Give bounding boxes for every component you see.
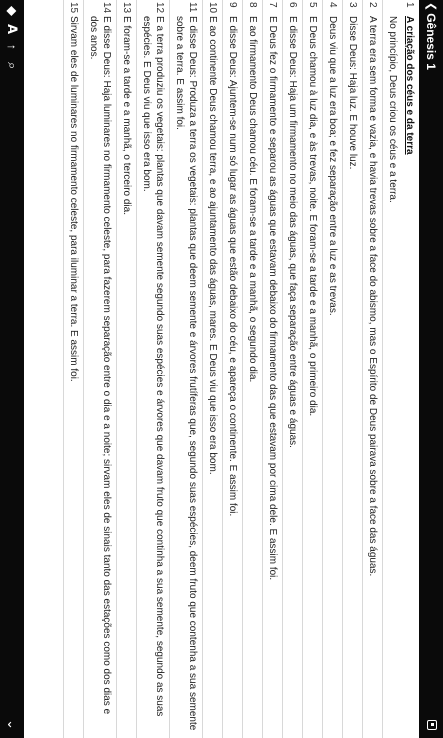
share-icon[interactable]: ↑ [5, 44, 19, 50]
verse-row[interactable] [282, 0, 302, 738]
verse-text: No princípio, Deus criou os céus e a terra. [387, 16, 398, 203]
verse-row[interactable] [83, 0, 116, 738]
verse-number: 11 [187, 2, 198, 13]
verse-text: E disse Deus: Produza a terra os vegetais: plantas que deem semente e árvores frutíferas que, segundo suas espécies, deem fruto que contenha a sua semente sobre a terra. E assim foi. [174, 16, 198, 731]
verse-text: Deus viu que a luz era boa; e fez separação entre a luz e as trevas. [327, 16, 338, 316]
verse-row[interactable] [242, 0, 262, 738]
verse-row[interactable] [362, 0, 382, 738]
verse-row[interactable] [169, 0, 202, 738]
chapter-title: Gênesis 1 [424, 13, 438, 70]
verse-row[interactable] [342, 0, 362, 738]
verse-number: 10 [207, 2, 218, 14]
verse-number: 12 [154, 2, 165, 14]
verse-text: E a terra produziu os vegetais: plantas que davam semente segundo suas espécies e árvores que davam fruto que continha a sua semente, segundo as suas espécies. E Deus viu que isso era bom. [141, 16, 165, 717]
verse-text: E disse Deus: Haja um firmamento no meio das águas, que faça separação entre águas e águas. [287, 16, 298, 448]
chevron-down-icon[interactable]: ⌄ [5, 719, 20, 730]
verse-row[interactable] [382, 0, 419, 738]
fullscreen-icon[interactable] [427, 720, 437, 730]
verse-text: E disse Deus: Ajuntem-se num só lugar as águas que estão debaixo do céu, e apareça o continente. E assim foi. [227, 16, 238, 517]
verse-number: 5 [307, 2, 318, 8]
verse-number: 8 [247, 2, 258, 8]
verse-row[interactable] [136, 0, 169, 738]
verse-text: E foram-se a tarde e a manhã, o terceiro dia. [121, 16, 132, 215]
verse-number: 15 [68, 2, 79, 14]
verse-number: 13 [121, 2, 132, 14]
verse-text: A terra era sem forma e vazia, e havia trevas sobre a face do abismo, mas o Espírito de Deus pairava sobre a face das águas. [367, 16, 378, 577]
verse-number: 14 [101, 2, 112, 14]
font-size-icon[interactable]: 𝗔 [5, 24, 20, 35]
top-bar [419, 0, 443, 738]
verse-number: 4 [327, 2, 338, 8]
verse-row[interactable] [116, 0, 136, 738]
verse-text: E ao continente Deus chamou terra, e ao ajuntamento das águas, mares. E Deus viu que isso era bom. [207, 16, 218, 475]
verse-text: E disse Deus: Haja luminares no firmamento celeste, para fazerem separação entre o dia e a noite; sirvam eles de sinais tanto das estações como dos dias e dos anos. [88, 16, 112, 715]
verse-row[interactable] [302, 0, 322, 738]
verse-row[interactable] [262, 0, 282, 738]
verse-text: E ao firmamento Deus chamou céu. E foram-se a tarde e a manhã, o segundo dia. [247, 16, 258, 383]
verse-text: Sirvam eles de luminares no firmamento celeste, para iluminar a terra. E assim foi. [68, 16, 79, 382]
verse-row[interactable] [202, 0, 222, 738]
verse-row[interactable] [63, 0, 83, 738]
verse-number: 1 [404, 2, 415, 8]
drop-icon[interactable]: ◆ [5, 6, 20, 16]
section-heading: A criação dos céus e da terra [404, 16, 415, 155]
verse-row[interactable] [322, 0, 342, 738]
verse-number: 9 [227, 2, 238, 8]
search-icon[interactable]: ⌕ [5, 62, 20, 70]
back-button[interactable] [424, 2, 438, 70]
verse-row[interactable] [222, 0, 242, 738]
chapter-content[interactable] [24, 0, 419, 738]
verse-number: 7 [267, 2, 278, 8]
verse-text: E Deus fez o firmamento e separou as águas que estavam debaixo do firmamento das que estavam por cima dele. E assim foi. [267, 16, 278, 581]
bottom-toolbar [0, 0, 24, 738]
chevron-left-icon: ❮ [425, 2, 438, 12]
verse-number: 6 [287, 2, 298, 8]
verse-text: E Deus chamou à luz dia, e às trevas, noite. E foram-se a tarde e a manhã, o primeiro dia. [307, 16, 318, 417]
verse-number: 2 [367, 2, 378, 8]
verse-number: 3 [347, 2, 358, 8]
verse-text: Disse Deus: Haja luz. E houve luz. [347, 16, 358, 170]
